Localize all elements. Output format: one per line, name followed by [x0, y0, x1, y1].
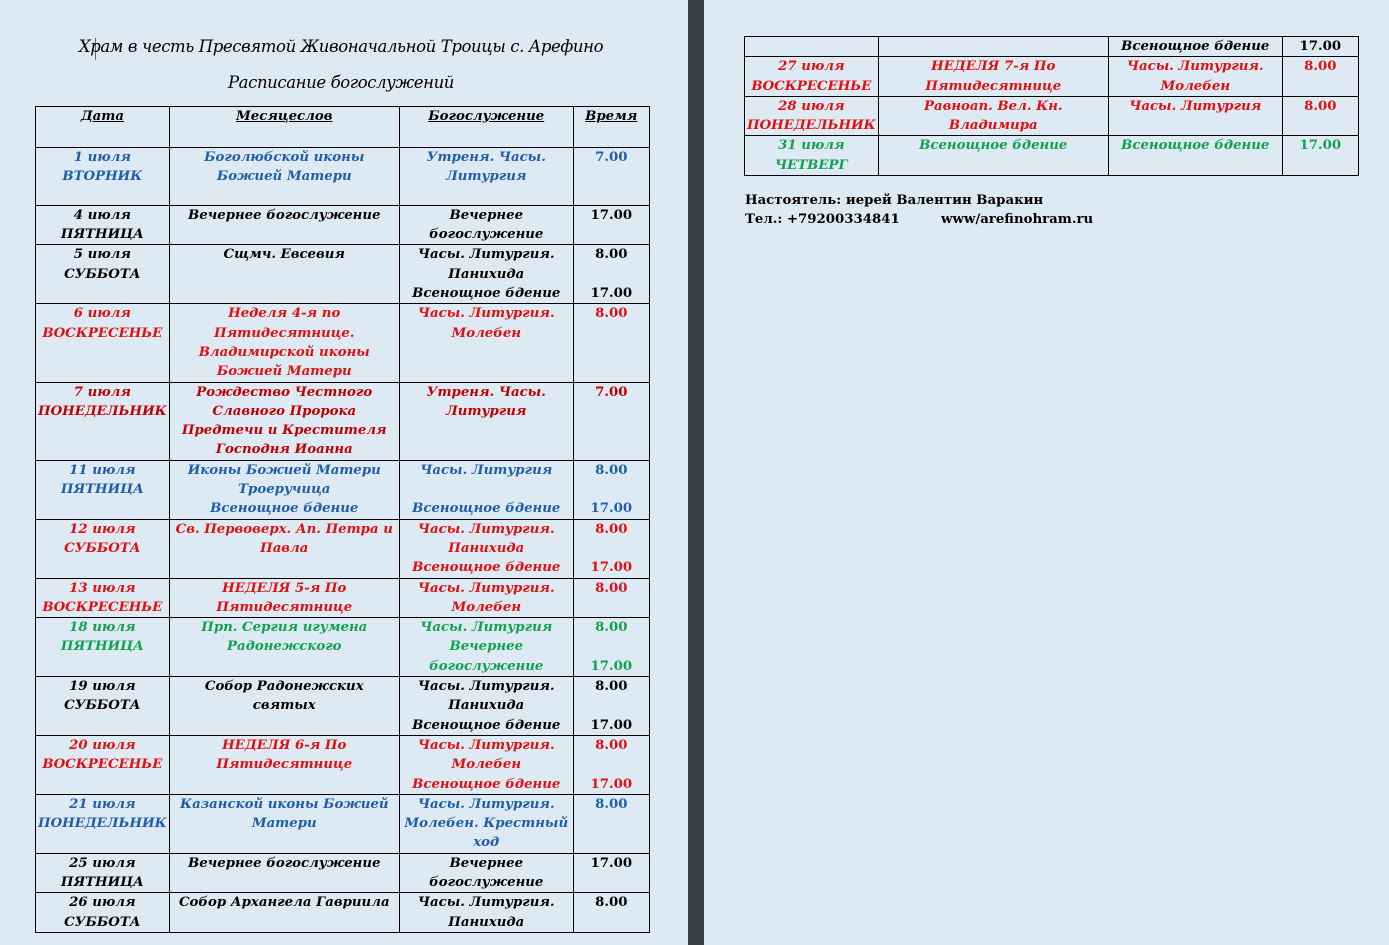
- service-cell-line: ход: [473, 835, 500, 851]
- service-cell-line: Часы. Литургия.: [417, 895, 555, 911]
- service-cell-line: [402, 480, 571, 499]
- saints-cell: [169, 460, 399, 519]
- saints-cell: [169, 578, 399, 618]
- service-cell: [399, 794, 573, 853]
- service-cell: [1108, 96, 1282, 136]
- saints-cell: [169, 735, 399, 794]
- saints-cell-line: Предтечи и Крестителя: [181, 423, 387, 439]
- date-cell-line: 11 июля: [69, 462, 136, 478]
- time-cell-line: [576, 637, 647, 656]
- date-cell: [36, 677, 170, 736]
- service-cell-line: Всенощное бдение: [412, 501, 561, 517]
- time-cell-line: 8.00: [595, 521, 628, 537]
- saints-cell-line: Всенощное бдение: [919, 138, 1068, 154]
- saints-cell-line: Равноап. Вел. Кн.: [923, 98, 1063, 114]
- service-cell-line: Литургия: [446, 169, 527, 185]
- table-row: [36, 382, 650, 460]
- time-cell-line: 8.00: [595, 462, 628, 478]
- service-cell-line: Панихида: [448, 266, 525, 282]
- table-row: [36, 205, 650, 245]
- time-cell-line: 17.00: [1299, 138, 1342, 154]
- time-cell-line: 8.00: [595, 620, 628, 636]
- time-cell: [573, 205, 649, 245]
- service-cell-line: Часы. Литургия: [420, 620, 553, 636]
- time-cell: [573, 618, 649, 677]
- date-cell-line: 7 июля: [73, 384, 131, 400]
- saints-cell: [169, 245, 399, 304]
- date-cell: [36, 205, 170, 245]
- date-cell-line: 1 июля: [73, 150, 131, 165]
- date-cell-line: СУББОТА: [64, 698, 141, 714]
- schedule-table-continued: [744, 36, 1359, 176]
- service-cell: [1108, 57, 1282, 97]
- service-cell: [399, 460, 573, 519]
- schedule-body-continued: [745, 37, 1359, 176]
- saints-cell-line: Павла: [260, 540, 309, 556]
- saints-cell-line: Собор Архангела Гавриила: [178, 895, 390, 911]
- time-cell-line: 17.00: [590, 207, 633, 223]
- time-cell-line: 8.00: [595, 737, 628, 753]
- table-row: [36, 794, 650, 853]
- service-cell: [399, 893, 573, 933]
- service-cell-line: Часы. Литургия.: [417, 796, 555, 812]
- saints-cell: [878, 136, 1108, 176]
- phone-number: Тел.: +79200334841: [745, 212, 900, 227]
- date-cell: [36, 245, 170, 304]
- date-cell-line: 4 июля: [73, 207, 131, 223]
- time-cell-line: 7.00: [595, 150, 628, 165]
- service-cell-line: Молебен: [1160, 78, 1231, 94]
- table-header-row: [36, 107, 650, 148]
- time-cell: [573, 893, 649, 933]
- saints-cell-line: Неделя 4-я по: [228, 306, 341, 322]
- service-cell-line: Часы. Литургия: [1129, 98, 1262, 114]
- date-cell: [745, 37, 879, 57]
- service-cell: [399, 205, 573, 245]
- saints-cell-line: Прп. Сергия игумена: [201, 620, 368, 636]
- schedule-body: [36, 148, 650, 933]
- time-cell-line: 8.00: [595, 796, 628, 812]
- service-cell-line: Панихида: [448, 698, 525, 714]
- date-cell-line: 26 июля: [69, 895, 136, 911]
- time-cell-line: [576, 755, 647, 774]
- service-cell-line: Всенощное бдение: [1121, 138, 1270, 154]
- date-cell: [745, 136, 879, 176]
- time-cell: [573, 794, 649, 853]
- time-cell-line: [576, 480, 647, 499]
- time-cell-line: 8.00: [595, 306, 628, 322]
- table-row: [36, 245, 650, 304]
- saints-cell: [169, 853, 399, 893]
- date-cell: [745, 96, 879, 136]
- time-cell: [573, 460, 649, 519]
- saints-cell: [169, 519, 399, 578]
- service-cell-line: Вечернее: [449, 639, 524, 655]
- date-cell: [36, 794, 170, 853]
- service-cell-line: Литургия: [446, 403, 527, 419]
- saints-cell: [169, 893, 399, 933]
- time-cell: [573, 382, 649, 460]
- header-date: Дата: [36, 107, 170, 148]
- saints-cell: [169, 382, 399, 460]
- saints-cell: [169, 148, 399, 206]
- date-cell-line: ПЯТНИЦА: [60, 639, 144, 655]
- date-cell-line: ПЯТНИЦА: [60, 227, 144, 243]
- service-cell: [399, 578, 573, 618]
- date-cell: [36, 148, 170, 206]
- date-cell-line: ПОНЕДЕЛЬНИК: [38, 403, 167, 419]
- date-cell: [36, 519, 170, 578]
- date-cell-line: 20 июля: [69, 737, 136, 753]
- service-cell-line: богослужение: [429, 658, 544, 674]
- service-cell-line: Всенощное бдение: [1121, 39, 1270, 54]
- service-cell: [399, 382, 573, 460]
- table-row: [36, 304, 650, 382]
- time-cell: [573, 148, 649, 206]
- time-cell-line: 8.00: [1304, 98, 1337, 114]
- saints-cell-line: НЕДЕЛЯ 7-я По: [931, 59, 1056, 75]
- service-cell: [399, 519, 573, 578]
- saints-cell: [169, 618, 399, 677]
- service-cell-line: Панихида: [448, 540, 525, 556]
- saints-cell-line: Троеручица: [238, 482, 331, 498]
- saints-cell-line: Пятидесятнице: [216, 757, 353, 773]
- time-cell-line: 8.00: [1304, 59, 1337, 75]
- saints-cell: [169, 304, 399, 382]
- header-saints: Месяцеслов: [169, 107, 399, 148]
- time-cell-line: 7.00: [595, 384, 628, 400]
- table-row: [745, 57, 1359, 97]
- date-cell-line: 31 июля: [778, 138, 845, 154]
- date-cell-line: 28 июля: [778, 98, 845, 114]
- service-cell-line: Часы. Литургия.: [1126, 59, 1264, 75]
- saints-cell-line: Владимирской иконы: [198, 344, 370, 360]
- service-cell: [399, 304, 573, 382]
- date-cell-line: ВТОРНИК: [62, 169, 143, 185]
- time-cell-line: [576, 696, 647, 715]
- service-cell-line: Молебен: [451, 757, 522, 773]
- time-cell: [1282, 136, 1358, 176]
- time-cell-line: [576, 539, 647, 558]
- document-subtitle: Расписание богослужений: [227, 73, 455, 92]
- header-time: Время: [573, 107, 649, 148]
- date-cell: [36, 893, 170, 933]
- time-cell-line: 17.00: [590, 855, 633, 871]
- service-cell-line: Всенощное бдение: [412, 286, 561, 302]
- saints-cell-line: Всенощное бдение: [210, 501, 359, 517]
- date-cell-line: СУББОТА: [64, 266, 141, 282]
- date-cell: [36, 735, 170, 794]
- page-gutter: [688, 0, 704, 945]
- service-cell: [399, 853, 573, 893]
- date-cell-line: 19 июля: [69, 679, 136, 695]
- time-cell-line: 17.00: [590, 717, 633, 733]
- date-cell-line: СУББОТА: [64, 540, 141, 556]
- table-row: [36, 578, 650, 618]
- date-cell-line: 13 июля: [69, 580, 136, 596]
- date-cell-line: 21 июля: [69, 796, 136, 812]
- document-title: Храм в честь Пресвятой Живоначальной Троицы с. Арефино: [78, 37, 604, 56]
- date-cell-line: 6 июля: [73, 306, 131, 322]
- date-cell-line: ВОСКРЕСЕНЬЕ: [42, 757, 163, 773]
- service-cell-line: Часы. Литургия: [420, 462, 553, 478]
- date-cell: [36, 618, 170, 677]
- service-cell-line: Вечернее: [449, 855, 524, 871]
- time-cell-line: 8.00: [595, 580, 628, 596]
- saints-cell-line: Рождество Честного: [196, 384, 373, 400]
- table-row: [36, 735, 650, 794]
- date-cell-line: 27 июля: [778, 59, 845, 75]
- service-cell-line: богослужение: [429, 227, 544, 243]
- table-row: [745, 136, 1359, 176]
- table-row: [36, 519, 650, 578]
- time-cell-line: 17.00: [590, 501, 633, 517]
- table-row: [36, 148, 650, 206]
- date-cell-line: ЧЕТВЕРГ: [775, 157, 848, 173]
- saints-cell-line: Матери: [251, 816, 317, 832]
- time-cell: [573, 578, 649, 618]
- website-link[interactable]: www/arefinohram.ru: [941, 212, 1094, 227]
- time-cell-line: [576, 265, 647, 284]
- date-cell: [36, 578, 170, 618]
- date-cell-line: ВОСКРЕСЕНЬЕ: [42, 599, 163, 615]
- time-cell: [573, 677, 649, 736]
- saints-cell-line: Боголюбской иконы: [204, 150, 365, 165]
- service-cell: [1108, 136, 1282, 176]
- contact-line: [745, 212, 1093, 227]
- time-cell: [573, 245, 649, 304]
- date-cell: [36, 304, 170, 382]
- service-cell-line: Утреня. Часы.: [426, 150, 546, 165]
- saints-cell-line: Сщмч. Евсевия: [223, 247, 345, 263]
- date-cell-line: 5 июля: [73, 247, 131, 263]
- saints-cell: [169, 794, 399, 853]
- saints-cell-line: Пятидесятнице.: [214, 325, 355, 341]
- service-cell-line: Часы. Литургия.: [417, 521, 555, 537]
- service-cell-line: Часы. Литургия.: [417, 247, 555, 263]
- time-cell: [1282, 57, 1358, 97]
- saints-cell-line: Владимира: [948, 118, 1038, 134]
- service-cell-line: Утреня. Часы.: [426, 384, 546, 400]
- time-cell-line: 17.00: [590, 776, 633, 792]
- saints-cell-line: Пятидесятнице: [925, 78, 1062, 94]
- saints-cell-line: Собор Радонежских: [204, 679, 364, 695]
- time-cell-line: 17.00: [1299, 39, 1342, 54]
- saints-cell-line: НЕДЕЛЯ 5-я По: [222, 580, 347, 596]
- time-cell-line: 17.00: [590, 560, 633, 576]
- date-cell-line: ПОНЕДЕЛЬНИК: [38, 816, 167, 832]
- service-cell: [399, 677, 573, 736]
- date-cell-line: 18 июля: [69, 620, 136, 636]
- saints-cell: [878, 57, 1108, 97]
- date-cell: [745, 57, 879, 97]
- service-cell-line: богослужение: [429, 874, 544, 890]
- saints-cell: [878, 37, 1108, 57]
- header-service: Богослужение: [399, 107, 573, 148]
- time-cell-line: 17.00: [590, 658, 633, 674]
- time-cell-line: 8.00: [595, 679, 628, 695]
- saints-cell-line: Господня Иоанна: [215, 442, 353, 458]
- time-cell: [573, 304, 649, 382]
- date-cell: [36, 853, 170, 893]
- service-cell: [1108, 37, 1282, 57]
- date-cell-line: СУББОТА: [64, 914, 141, 930]
- service-cell: [399, 735, 573, 794]
- time-cell: [573, 853, 649, 893]
- service-cell-line: Панихида: [448, 914, 525, 930]
- table-row: [36, 677, 650, 736]
- time-cell-line: 17.00: [590, 286, 633, 302]
- saints-cell-line: Божией Матери: [216, 169, 352, 185]
- saints-cell-line: Вечернее богослужение: [188, 855, 381, 871]
- saints-cell-line: Казанской иконы Божией: [179, 796, 389, 812]
- saints-cell: [878, 96, 1108, 136]
- date-cell-line: ВОСКРЕСЕНЬЕ: [751, 78, 872, 94]
- saints-cell-line: Иконы Божией Матери: [187, 462, 381, 478]
- saints-cell-line: Славного Пророка: [212, 403, 357, 419]
- table-row: [36, 460, 650, 519]
- date-cell-line: ВОСКРЕСЕНЬЕ: [42, 325, 163, 341]
- table-row: [745, 37, 1359, 57]
- saints-cell-line: святых: [252, 698, 316, 714]
- date-cell: [36, 382, 170, 460]
- service-cell-line: Часы. Литургия.: [417, 679, 555, 695]
- saints-cell: [169, 205, 399, 245]
- service-cell-line: Молебен: [451, 325, 522, 341]
- time-cell-line: 8.00: [595, 247, 628, 263]
- service-cell-line: Молебен. Крестный: [404, 816, 569, 832]
- table-row: [36, 893, 650, 933]
- saints-cell-line: НЕДЕЛЯ 6-я По: [222, 737, 347, 753]
- schedule-table: [35, 106, 650, 933]
- date-cell-line: 25 июля: [69, 855, 136, 871]
- time-cell: [573, 735, 649, 794]
- saints-cell-line: Пятидесятнице: [216, 599, 353, 615]
- saints-cell-line: Божией Матери: [216, 364, 352, 380]
- date-cell: [36, 460, 170, 519]
- time-cell: [1282, 37, 1358, 57]
- date-cell-line: ПЯТНИЦА: [60, 874, 144, 890]
- date-cell-line: 12 июля: [69, 521, 136, 537]
- service-cell: [399, 148, 573, 206]
- service-cell-line: Вечернее: [449, 207, 524, 223]
- time-cell-line: 8.00: [595, 895, 628, 911]
- rector-line: Настоятель: иерей Валентин Варакин: [745, 193, 1044, 208]
- service-cell-line: Молебен: [451, 599, 522, 615]
- date-cell-line: ПЯТНИЦА: [60, 482, 144, 498]
- table-row: [745, 96, 1359, 136]
- service-cell-line: Всенощное бдение: [412, 717, 561, 733]
- table-row: [36, 853, 650, 893]
- time-cell: [1282, 96, 1358, 136]
- saints-cell-line: Св. Первоверх. Ап. Петра и: [175, 521, 393, 537]
- date-cell-line: ПОНЕДЕЛЬНИК: [747, 118, 876, 134]
- service-cell: [399, 245, 573, 304]
- time-cell: [573, 519, 649, 578]
- service-cell-line: Всенощное бдение: [412, 776, 561, 792]
- table-row: [36, 618, 650, 677]
- service-cell-line: Часы. Литургия.: [417, 737, 555, 753]
- service-cell-line: Часы. Литургия.: [417, 580, 555, 596]
- saints-cell: [169, 677, 399, 736]
- service-cell-line: Часы. Литургия.: [417, 306, 555, 322]
- saints-cell-line: Вечернее богослужение: [188, 207, 381, 223]
- service-cell-line: Всенощное бдение: [412, 560, 561, 576]
- service-cell: [399, 618, 573, 677]
- saints-cell-line: Радонежского: [226, 639, 342, 655]
